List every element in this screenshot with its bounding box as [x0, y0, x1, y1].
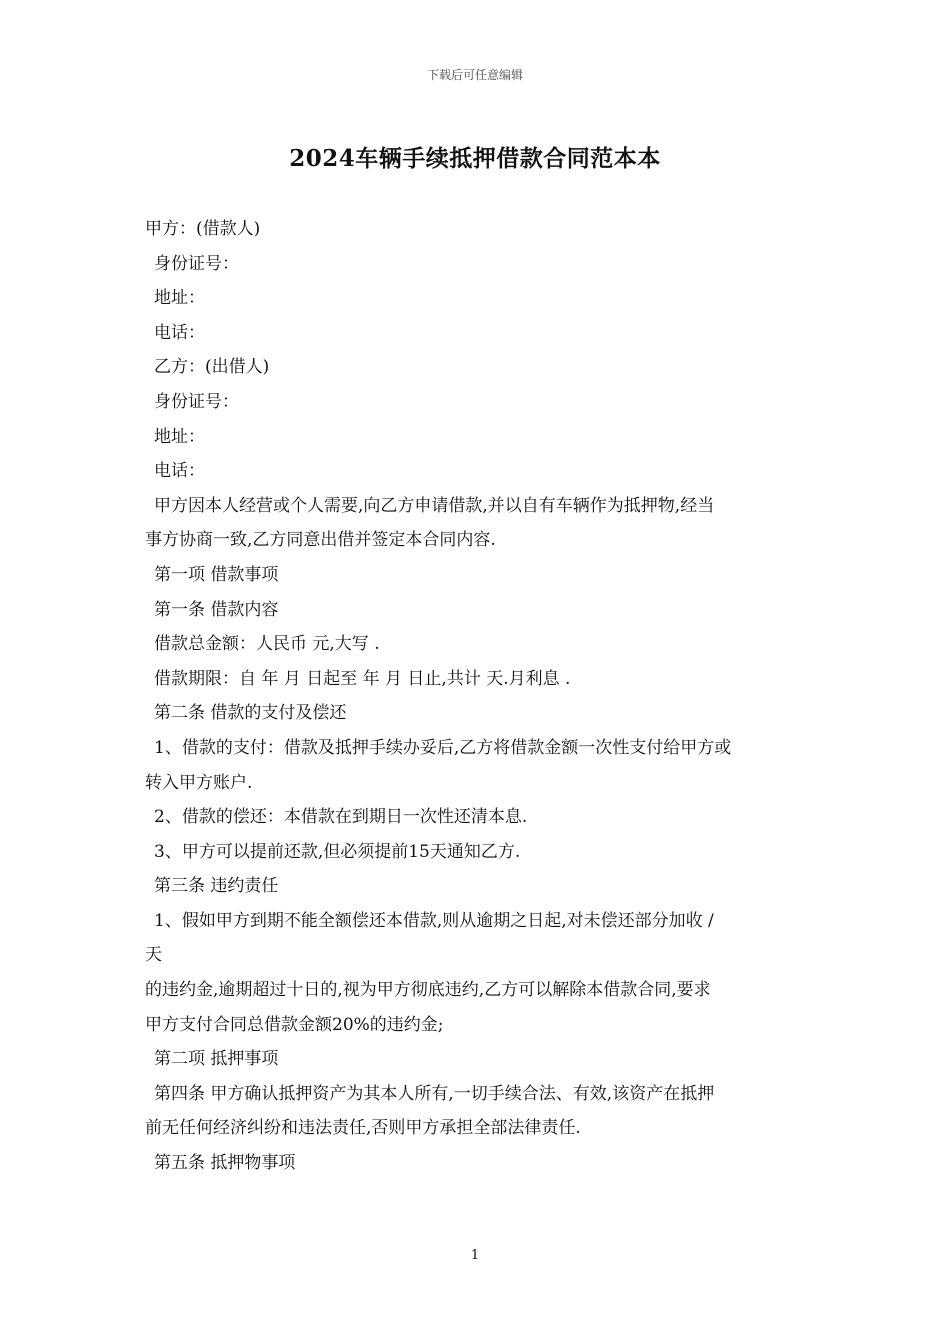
body-line: 地址：	[154, 426, 205, 447]
body-line: 第五条 抵押物事项	[154, 1153, 296, 1174]
body-line: 天	[145, 945, 162, 966]
body-line: 1、假如甲方到期不能全额偿还本借款,则从逾期之日起,对未偿还部分加收 /	[154, 910, 714, 931]
body-line: 乙方：(出借人)	[154, 357, 270, 378]
body-line: 身份证号：	[154, 253, 239, 274]
body-line: 地址：	[154, 288, 205, 309]
body-line: 甲方支付合同总借款金额20%的违约金;	[145, 1014, 444, 1035]
body-line: 借款期限：自 年 月 日起至 年 月 日止,共计 天.月利息 .	[154, 668, 571, 689]
body-line: 3、甲方可以提前还款,但必须提前15天通知乙方.	[154, 841, 521, 862]
header-note: 下载后可任意编辑	[426, 68, 523, 82]
body-line: 甲方因本人经营或个人需要,向乙方申请借款,并以自有车辆作为抵押物,经当	[154, 495, 715, 516]
body-line: 转入甲方账户.	[145, 772, 253, 793]
body-line: 前无任何经济纠纷和违法责任,否则甲方承担全部法律责任.	[145, 1118, 581, 1139]
body-line: 电话：	[154, 322, 205, 343]
body-line: 第二项 抵押事项	[154, 1049, 279, 1070]
body-line: 事方协商一致,乙方同意出借并签定本合同内容.	[145, 530, 496, 551]
body-line: 第一条 借款内容	[154, 599, 279, 620]
body-line: 电话：	[154, 461, 205, 482]
page-number: 1	[470, 1248, 480, 1263]
body-line: 第二条 借款的支付及偿还	[154, 703, 347, 724]
body-line: 借款总金额：人民币 元,大写 .	[154, 634, 380, 655]
body-line: 的违约金,逾期超过十日的,视为甲方彻底违约,乙方可以解除本借款合同,要求	[145, 980, 711, 1001]
document-title: 2024车辆手续抵押借款合同范本本	[289, 145, 661, 172]
body-line: 第三条 违约责任	[154, 876, 279, 897]
body-line: 第四条 甲方确认抵押资产为其本人所有,一切手续合法、有效,该资产在抵押	[154, 1083, 715, 1104]
body-line: 身份证号：	[154, 391, 239, 412]
body-line: 甲方：(借款人)	[145, 219, 261, 239]
contract-body	[145, 212, 810, 1181]
body-line: 1、借款的支付：借款及抵押手续办妥后,乙方将借款金额一次性支付给甲方或	[154, 737, 732, 758]
body-line: 2、借款的偿还：本借款在到期日一次性还清本息.	[154, 807, 528, 828]
body-line: 第一项 借款事项	[154, 564, 279, 585]
